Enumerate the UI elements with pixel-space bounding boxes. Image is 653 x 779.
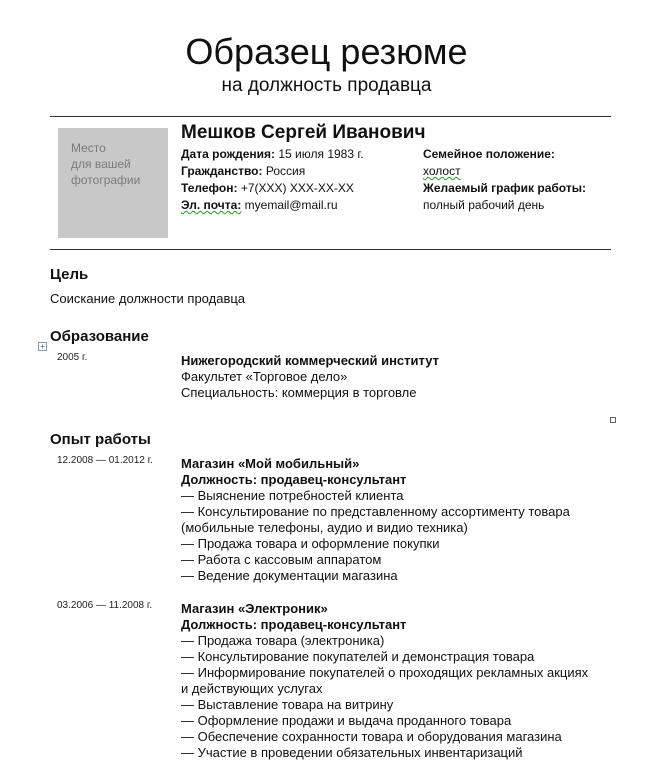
- birth-row: [181, 146, 364, 163]
- job-duty: — Консультирование по представленному ассортименту товара (мобильные телефоны, аудио и видио техника): [181, 504, 570, 535]
- marital-label: Семейное положение:: [423, 147, 555, 161]
- education-year: 2005 г.: [57, 352, 88, 363]
- job-duty: — Обеспечение сохранности товара и оборудования магазина: [181, 729, 562, 744]
- birth-value: 15 июля 1983 г.: [278, 147, 364, 161]
- citizenship-row: [181, 163, 364, 180]
- job-position: Должность: продавец-консультант: [181, 617, 407, 632]
- document-subtitle: на должность продавца: [221, 75, 432, 96]
- photo-placeholder-line: для вашей: [71, 157, 131, 171]
- job-duty: — Работа с кассовым аппаратом: [181, 552, 382, 567]
- education-institution: Нижегородский коммерческий институт: [181, 353, 439, 368]
- birth-label: Дата рождения:: [181, 147, 276, 161]
- table-move-handle-icon[interactable]: +: [38, 342, 47, 351]
- photo-placeholder-line: фотографии: [71, 173, 141, 187]
- table-resize-handle-icon[interactable]: [610, 417, 616, 423]
- job-duty: — Ведение документации магазина: [181, 568, 398, 583]
- job-duty: — Информирование покупателей о проходящих рекламных акциях и действующих услугах: [181, 665, 589, 696]
- photo-placeholder-line: Место: [71, 141, 106, 155]
- education-faculty: Факультет «Торговое дело»: [181, 369, 348, 384]
- education-specialty: Специальность: коммерция в торговле: [181, 385, 417, 400]
- job-duty: — Продажа товара (электроника): [181, 633, 385, 648]
- email-label: Эл. почта:: [181, 198, 242, 212]
- schedule-label: Желаемый график работы:: [423, 181, 586, 195]
- education-heading: Образование: [50, 328, 149, 345]
- document-title: Образец резюме: [185, 31, 468, 72]
- job-duty: — Продажа товара и оформление покупки: [181, 536, 440, 551]
- goal-heading: Цель: [50, 266, 89, 283]
- job-position: Должность: продавец-консультант: [181, 472, 407, 487]
- experience-heading: Опыт работы: [50, 431, 151, 448]
- job-period: 12.2008 — 01.2012 г.: [57, 455, 153, 466]
- job-period: 03.2006 — 11.2008 г.: [57, 600, 153, 611]
- job-company: Магазин «Электроник»: [181, 601, 328, 616]
- job-duty: — Выяснение потребностей клиента: [181, 488, 404, 503]
- phone-label: Телефон:: [181, 181, 238, 195]
- phone-row: [181, 180, 364, 197]
- top-divider: [50, 116, 611, 117]
- phone-value: +7(XXX) XXX-XX-XX: [240, 181, 354, 195]
- job-duty: — Выставление товара на витрину: [181, 697, 394, 712]
- personal-info-right: [423, 146, 586, 214]
- job-duty: — Консультирование покупателей и демонстрация товара: [181, 649, 535, 664]
- candidate-name: Мешков Сергей Иванович: [181, 122, 426, 143]
- job-duty: — Оформление продажи и выдача проданного товара: [181, 713, 512, 728]
- job-company: Магазин «Мой мобильный»: [181, 456, 360, 471]
- job-duty: — Участие в проведении обязательных инвентаризаций: [181, 745, 523, 760]
- personal-info-left: [181, 146, 364, 214]
- bottom-divider: [50, 249, 611, 250]
- job-block: [181, 456, 621, 584]
- marital-value: холост: [423, 164, 461, 178]
- citizenship-label: Гражданство:: [181, 164, 263, 178]
- email-value[interactable]: myemail@mail.ru: [244, 198, 338, 212]
- schedule-value: полный рабочий день: [423, 198, 545, 212]
- goal-text: Соискание должности продавца: [50, 291, 246, 306]
- citizenship-value: Россия: [265, 164, 306, 178]
- email-row: [181, 197, 364, 214]
- job-block: [181, 601, 621, 761]
- photo-placeholder: [58, 128, 168, 238]
- education-block: [181, 353, 621, 401]
